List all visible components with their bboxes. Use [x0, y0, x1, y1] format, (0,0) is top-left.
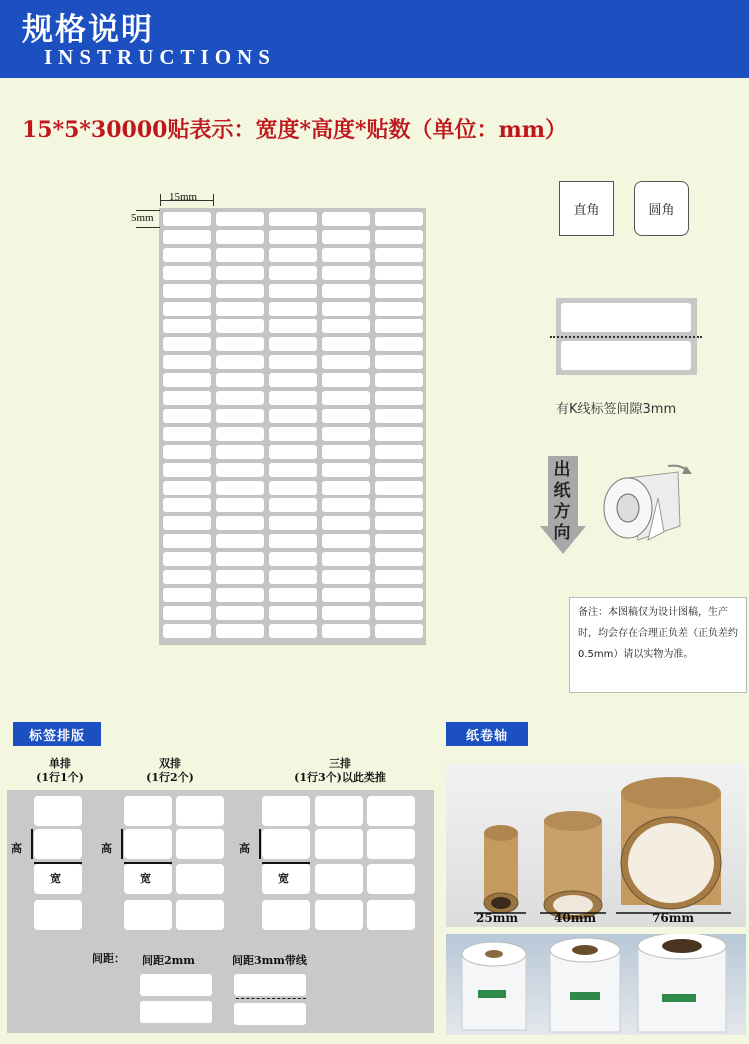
triple-row-sub: (1行3个)以此类推 — [294, 771, 386, 784]
sheet-label-cell — [269, 302, 317, 316]
label-sheet — [159, 208, 426, 645]
sheet-label-cell — [269, 427, 317, 441]
sheet-label-cell — [216, 427, 264, 441]
sheet-label-cell — [216, 606, 264, 620]
width-label-single: 宽 — [50, 872, 61, 885]
core-size-40: 40mm — [554, 911, 597, 925]
section-tag-layout: 标签排版 — [13, 722, 101, 746]
triple-row-title: 三排 — [329, 757, 351, 770]
sheet-label-cell — [163, 319, 211, 333]
sheet-label-cell — [375, 391, 423, 405]
sheet-label-cell — [322, 588, 370, 602]
sheet-label-cell — [163, 427, 211, 441]
sheet-label-cell — [163, 212, 211, 226]
sheet-label-cell — [269, 212, 317, 226]
sheet-label-cell — [375, 266, 423, 280]
single-row-sub: (1行1个) — [36, 771, 84, 784]
sheet-label-cell — [216, 409, 264, 423]
sheet-label-cell — [375, 570, 423, 584]
gap-2mm-label-bottom — [140, 1001, 212, 1023]
sheet-label-cell — [269, 284, 317, 298]
sheet-label-cell — [269, 391, 317, 405]
layout-label — [124, 796, 172, 826]
sheet-label-cell — [322, 445, 370, 459]
note-box: 备注：本图稿仅为设计图稿，生产时，均会存在合理正负差（正负差约0.5mm）请以实物为准。 — [569, 597, 747, 693]
sheet-label-cell — [269, 463, 317, 477]
spacing-label: 间距： — [92, 952, 125, 965]
sheet-label-cell — [322, 409, 370, 423]
sheet-label-cell — [163, 230, 211, 244]
sheet-label-cell — [163, 624, 211, 638]
sheet-label-cell — [163, 391, 211, 405]
sheet-label-cell — [163, 481, 211, 495]
gap-3mm-label-bottom — [234, 1003, 306, 1025]
sheet-label-cell — [216, 481, 264, 495]
sheet-label-cell — [375, 302, 423, 316]
height-label-double: 高 — [101, 842, 112, 855]
sheet-label-cell — [375, 516, 423, 530]
sheet-label-cell — [322, 570, 370, 584]
layout-label — [262, 829, 310, 859]
sheet-label-cell — [269, 319, 317, 333]
layout-label — [34, 796, 82, 826]
layout-label — [315, 829, 363, 859]
height-bracket-double — [121, 829, 123, 859]
sheet-label-cell — [216, 534, 264, 548]
sheet-label-cell — [216, 391, 264, 405]
height-bracket-single — [31, 829, 33, 859]
sheet-label-cell — [216, 212, 264, 226]
sheet-label-cell — [269, 337, 317, 351]
height-dimension-line — [136, 210, 160, 211]
sheet-label-cell — [216, 355, 264, 369]
header-title-cn: 规格说明 — [22, 12, 154, 48]
sheet-label-cell — [375, 552, 423, 566]
kline-label-bottom — [561, 341, 691, 370]
sheet-label-cell — [375, 319, 423, 333]
layout-label — [367, 796, 415, 826]
sheet-label-cell — [322, 534, 370, 548]
sheet-label-cell — [322, 337, 370, 351]
corner-square-sample: 直角 — [559, 181, 614, 236]
sheet-label-cell — [163, 498, 211, 512]
triple-row-header — [270, 757, 410, 785]
sheet-label-cell — [375, 588, 423, 602]
direction-char: 方 — [553, 502, 571, 522]
sheet-label-cell — [322, 373, 370, 387]
sheet-label-cell — [216, 588, 264, 602]
layout-label — [262, 796, 310, 826]
paper-core-icon — [446, 763, 746, 927]
sheet-label-cell — [163, 337, 211, 351]
gap-3mm-line — [236, 998, 306, 999]
sheet-label-cell — [269, 588, 317, 602]
sheet-label-cell — [163, 516, 211, 530]
sheet-label-cell — [269, 534, 317, 548]
layout-label — [176, 864, 224, 894]
sheet-label-cell — [322, 498, 370, 512]
sheet-label-cell — [322, 230, 370, 244]
sheet-label-cell — [269, 248, 317, 262]
sheet-label-cell — [216, 498, 264, 512]
sheet-label-cell — [163, 302, 211, 316]
gap-2mm-label-top — [140, 974, 212, 996]
double-row-sub: (1行2个) — [146, 771, 194, 784]
gap-3mm-label-top — [234, 974, 306, 996]
layout-label — [367, 864, 415, 894]
double-row-title: 双排 — [159, 757, 181, 770]
sheet-label-cell — [216, 445, 264, 459]
layout-label — [367, 829, 415, 859]
sheet-label-cell — [322, 516, 370, 530]
layout-label — [262, 900, 310, 930]
sheet-label-cell — [322, 319, 370, 333]
width-bracket-triple — [262, 862, 310, 864]
layout-label — [315, 796, 363, 826]
sheet-label-cell — [216, 284, 264, 298]
sheet-label-cell — [375, 606, 423, 620]
height-dimension-label: 5mm — [131, 212, 154, 224]
sheet-label-cell — [163, 355, 211, 369]
sheet-label-cell — [163, 445, 211, 459]
sheet-label-cell — [216, 516, 264, 530]
sheet-label-cell — [375, 248, 423, 262]
kline-perforation — [550, 336, 702, 338]
sheet-label-cell — [322, 266, 370, 280]
sheet-label-cell — [322, 427, 370, 441]
height-dimension-line — [136, 227, 160, 228]
sheet-label-cell — [322, 248, 370, 262]
sheet-label-cell — [216, 624, 264, 638]
sheet-label-cell — [322, 463, 370, 477]
sheet-label-cell — [322, 355, 370, 369]
sheet-label-cell — [216, 463, 264, 477]
sheet-label-cell — [163, 570, 211, 584]
sheet-label-cell — [322, 302, 370, 316]
label-roll-icon — [446, 934, 746, 1035]
width-bracket-double — [124, 862, 172, 864]
core-size-76: 76mm — [652, 911, 695, 925]
sheet-label-cell — [375, 373, 423, 387]
sheet-label-cell — [216, 266, 264, 280]
layout-label — [315, 900, 363, 930]
section-tag-core: 纸卷轴 — [446, 722, 528, 746]
core-size-25: 25mm — [476, 911, 519, 925]
width-dimension-label: 15mm — [169, 191, 198, 203]
sheet-label-cell — [375, 230, 423, 244]
layout-label — [34, 829, 82, 859]
height-label-single: 高 — [11, 842, 22, 855]
sheet-label-cell — [375, 337, 423, 351]
corner-round-sample: 圆角 — [634, 181, 689, 236]
layout-label — [124, 900, 172, 930]
sheet-label-cell — [163, 409, 211, 423]
sheet-label-cell — [375, 284, 423, 298]
sheet-label-cell — [216, 302, 264, 316]
width-bracket-single — [34, 862, 82, 864]
sheet-label-cell — [375, 427, 423, 441]
sheet-label-cell — [269, 355, 317, 369]
direction-char: 向 — [553, 523, 571, 543]
sheet-label-cell — [322, 624, 370, 638]
label-roll-photo — [446, 934, 746, 1035]
layout-label — [315, 864, 363, 894]
sheet-label-cell — [216, 552, 264, 566]
sheet-label-cell — [375, 624, 423, 638]
sheet-label-cell — [163, 606, 211, 620]
height-bracket-triple — [259, 829, 261, 859]
paper-core-photo — [446, 763, 746, 927]
direction-char: 纸 — [553, 481, 571, 501]
sheet-label-cell — [216, 319, 264, 333]
width-dimension-tick — [213, 194, 214, 206]
width-label-double: 宽 — [140, 872, 151, 885]
sheet-label-cell — [322, 606, 370, 620]
double-row-header — [128, 757, 212, 785]
layout-label — [34, 900, 82, 930]
sheet-label-cell — [163, 588, 211, 602]
sheet-label-cell — [322, 481, 370, 495]
sheet-label-cell — [216, 230, 264, 244]
sheet-label-cell — [322, 212, 370, 226]
sheet-label-cell — [375, 463, 423, 477]
label-roll-icon — [598, 458, 698, 548]
width-label-triple: 宽 — [278, 872, 289, 885]
single-row-header — [24, 757, 96, 785]
sheet-label-cell — [375, 409, 423, 423]
sheet-label-cell — [216, 373, 264, 387]
sheet-label-cell — [269, 445, 317, 459]
sheet-label-cell — [375, 534, 423, 548]
sheet-label-cell — [163, 552, 211, 566]
sheet-label-cell — [163, 463, 211, 477]
sheet-label-cell — [269, 373, 317, 387]
gap-2mm-label: 间距2mm — [142, 954, 195, 967]
header-title-en: INSTRUCTIONS — [44, 45, 276, 69]
layout-label — [176, 900, 224, 930]
sheet-label-cell — [269, 624, 317, 638]
layout-label — [367, 900, 415, 930]
sheet-label-cell — [375, 498, 423, 512]
sheet-label-cell — [216, 248, 264, 262]
sheet-label-cell — [163, 534, 211, 548]
sheet-label-cell — [375, 481, 423, 495]
sheet-label-cell — [322, 284, 370, 298]
sheet-label-cell — [269, 498, 317, 512]
sheet-label-cell — [375, 212, 423, 226]
sheet-label-cell — [269, 606, 317, 620]
layout-label — [124, 829, 172, 859]
sheet-label-cell — [269, 409, 317, 423]
paper-direction-label — [548, 460, 576, 544]
sheet-label-cell — [216, 570, 264, 584]
layout-label — [176, 796, 224, 826]
sheet-label-cell — [269, 481, 317, 495]
sheet-label-cell — [163, 248, 211, 262]
kline-label-top — [561, 303, 691, 332]
sheet-label-cell — [163, 284, 211, 298]
width-dimension-tick — [160, 194, 161, 206]
sheet-label-cell — [322, 552, 370, 566]
sheet-label-cell — [163, 373, 211, 387]
sheet-label-cell — [375, 355, 423, 369]
kline-caption: 有K线标签间隙3mm — [556, 402, 677, 417]
sheet-label-cell — [269, 230, 317, 244]
direction-char: 出 — [553, 460, 571, 480]
gap-3mm-label: 间距3mm带线 — [232, 954, 307, 967]
spec-line: 15*5*30000贴表示：宽度*高度*贴数（单位：mm） — [22, 117, 568, 143]
sheet-label-cell — [269, 516, 317, 530]
layout-label — [176, 829, 224, 859]
sheet-label-cell — [269, 266, 317, 280]
sheet-label-cell — [322, 391, 370, 405]
sheet-label-cell — [375, 445, 423, 459]
sheet-label-cell — [163, 266, 211, 280]
height-label-triple: 高 — [239, 842, 250, 855]
sheet-label-cell — [216, 337, 264, 351]
sheet-label-cell — [269, 570, 317, 584]
single-row-title: 单排 — [49, 757, 71, 770]
sheet-label-cell — [269, 552, 317, 566]
